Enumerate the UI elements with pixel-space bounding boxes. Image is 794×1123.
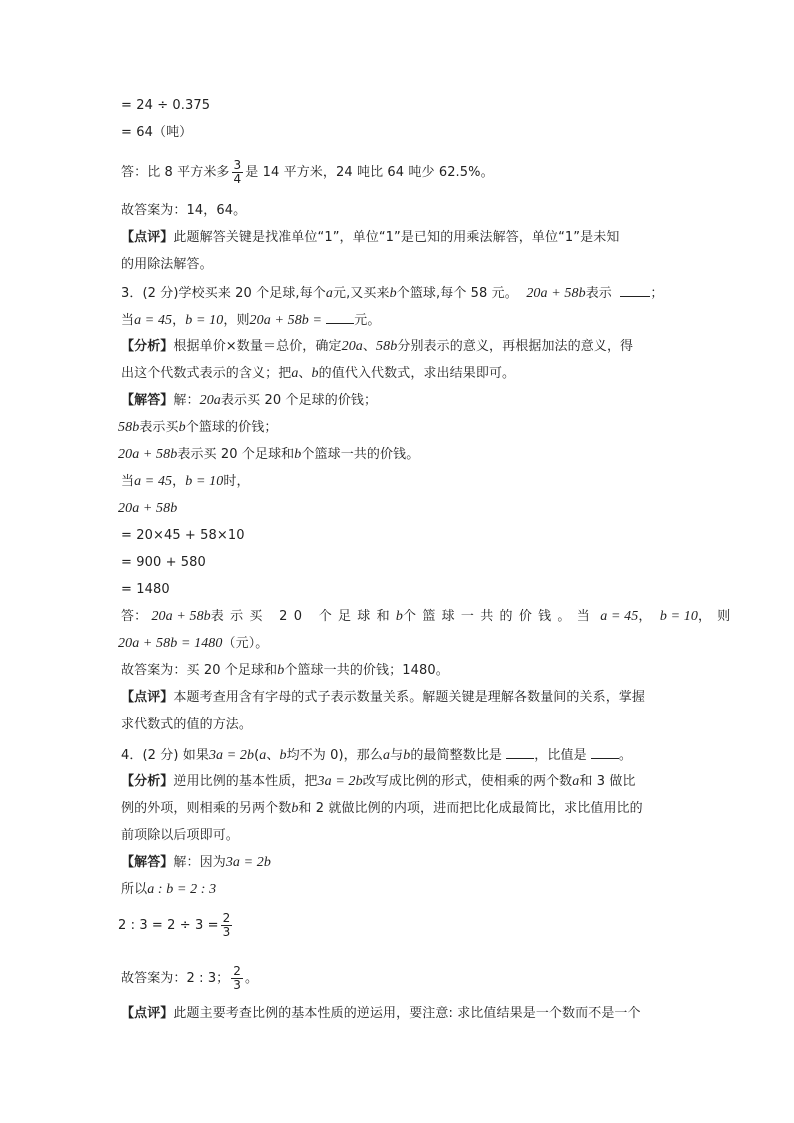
math-expr: b = 10	[659, 609, 698, 624]
text: ，比值是	[534, 748, 587, 763]
review-line	[121, 229, 619, 247]
text: ，	[172, 474, 186, 489]
math-var: b	[395, 609, 404, 624]
text: ；	[650, 286, 664, 301]
math-var: b	[311, 366, 319, 381]
text: 、	[298, 366, 312, 381]
answer-blank[interactable]	[591, 746, 619, 759]
review-line: 的用除法解答。	[121, 257, 213, 272]
math-var: a	[291, 366, 299, 381]
analysis-line	[121, 800, 643, 818]
math-expr: a : b = 2 : 3	[147, 882, 217, 897]
math-expr: b = 10	[185, 313, 224, 328]
text: 改写成比例的形式，使相乘的两个数	[362, 774, 573, 789]
math-expr: 58b	[118, 420, 140, 435]
text: 的值代入代数式，求出结果即可。	[318, 366, 516, 381]
text: 逆用比例的基本性质，把	[173, 774, 318, 789]
calc-line: = 1480	[121, 582, 170, 597]
review-text: 此题解答关键是找准单位“1”，单位“1”是已知的用乘法解答，单位“1”是未知	[173, 230, 620, 245]
review-text: 本题考查用含有字母的式子表示数量关系。解题关键是理解各数量间的关系，掌握	[173, 690, 646, 705]
review-line	[121, 1005, 641, 1023]
text: 故答案为：买 20 个足球和	[121, 663, 278, 678]
text: 个篮球一共的价钱。	[301, 447, 420, 462]
math-expr: a = 45	[134, 474, 173, 489]
solution-line	[118, 912, 234, 939]
math-expr: a = 45	[600, 609, 639, 624]
math-var: b	[277, 663, 285, 678]
solution-tag: 【解答】	[121, 855, 174, 870]
question-3-line-1	[121, 284, 663, 303]
text: （元）。	[222, 636, 269, 651]
solution-line	[121, 392, 377, 410]
text: 、	[362, 339, 377, 354]
analysis-line	[121, 365, 515, 383]
text: 解：因为	[173, 855, 226, 870]
text: 与	[390, 748, 404, 763]
math-expr: 3a = 2b	[225, 855, 271, 870]
fraction	[221, 912, 233, 939]
text: ，	[638, 609, 652, 624]
math-expr: 20a + 58b = 1480	[118, 636, 223, 651]
review-tag: 【点评】	[121, 1006, 174, 1021]
calc-line: = 24 ÷ 0.375	[121, 98, 211, 113]
answer-line	[121, 159, 494, 186]
question-3-line-2	[121, 311, 380, 330]
text: 3．(2 分)学校买来 20 个足球,每个	[121, 286, 326, 301]
text: 分别表示的意义，再根据加法的意义，得	[397, 339, 634, 354]
text: 、	[266, 748, 280, 763]
solution-line	[121, 854, 271, 872]
math-var: b	[291, 801, 299, 816]
text: 表示买 20 个足球和	[210, 609, 396, 624]
math-expr: 3a = 2b	[208, 748, 255, 763]
text: 答：	[121, 609, 148, 624]
text: 元。	[354, 313, 381, 328]
question-4-line	[121, 746, 632, 765]
calc-line: = 20×45 + 58×10	[121, 528, 245, 543]
math-var: b	[178, 420, 186, 435]
math-var: a	[325, 286, 333, 301]
answer-text: 答：比 8 平方米多	[121, 165, 230, 180]
solution-line	[121, 473, 250, 491]
fraction	[231, 965, 243, 992]
text: 当	[121, 313, 135, 328]
text: 和 2 就做比例的内项，进而把比化成最简比，求比值用比的	[298, 801, 643, 816]
fraction	[232, 159, 244, 186]
text: 2 : 3 = 2 ÷ 3 =	[118, 918, 219, 933]
analysis-line	[121, 773, 636, 791]
text: 和 3 做比	[579, 774, 636, 789]
review-tag: 【点评】	[121, 230, 174, 245]
text: 当	[121, 474, 135, 489]
math-expr: b = 10	[185, 474, 224, 489]
solution-line	[118, 446, 419, 464]
review-text: 此题主要考查比例的基本性质的逆运用，要注意: 求比值结果是一个数而不是一个	[173, 1006, 641, 1021]
analysis-tag: 【分析】	[121, 339, 174, 354]
math-expr: 20a + 58b	[151, 609, 211, 624]
text: 4．(2 分) 如果	[121, 748, 209, 763]
math-expr: 3a = 2b	[317, 774, 363, 789]
math-expr: 20a	[341, 339, 363, 354]
math-expr: 58b	[376, 339, 398, 354]
calc-line: = 900 + 580	[121, 555, 206, 570]
math-var: a	[572, 774, 580, 789]
text: 的最简整数比是	[410, 748, 503, 763]
analysis-tag: 【分析】	[121, 774, 174, 789]
math-expr: 20a	[199, 393, 221, 408]
fraction-denominator: 3	[233, 978, 242, 992]
text: (	[254, 748, 260, 763]
solution-line	[121, 881, 216, 899]
final-answer: 故答案为：14，64。	[121, 203, 247, 218]
review-tag: 【点评】	[121, 690, 174, 705]
calc-line: = 64（吨）	[121, 125, 193, 140]
text: 个篮球的价钱；	[185, 420, 278, 435]
fraction-denominator: 4	[233, 172, 242, 186]
answer-text: 是 14 平方米，24 吨比 64 吨少 62.5%。	[245, 165, 494, 180]
final-answer	[121, 662, 449, 680]
text: 时，	[223, 474, 250, 489]
math-var: b	[403, 748, 411, 763]
math-var: b	[389, 286, 397, 301]
review-line: 求代数式的值的方法。	[121, 717, 253, 732]
calc-line: 20a + 58b	[118, 501, 178, 516]
text: 表示买 20 个足球和	[177, 447, 295, 462]
answer-line	[118, 635, 268, 653]
text: 元,又买来	[332, 286, 390, 301]
text: 个篮球,每个 58 元。	[396, 286, 518, 301]
text: ，则	[697, 609, 737, 624]
fraction-denominator: 3	[222, 925, 231, 939]
math-var: b	[279, 748, 287, 763]
solution-line	[118, 419, 277, 437]
text: 表示买	[139, 420, 179, 435]
text: 均不为 0)，那么	[286, 748, 383, 763]
answer-line	[121, 608, 737, 626]
text: 根据单价×数量＝总价，确定	[173, 339, 342, 354]
text: ，则	[223, 313, 250, 328]
math-var: a	[259, 748, 267, 763]
fraction-numerator: 2	[233, 964, 242, 978]
math-var: a	[383, 748, 391, 763]
math-expr: 20a + 58b =	[249, 313, 323, 328]
answer-blank[interactable]	[326, 311, 354, 324]
text: 。	[618, 748, 633, 763]
text: 表示	[585, 286, 612, 301]
final-answer	[121, 965, 258, 992]
fraction-numerator: 3	[233, 158, 242, 172]
solution-tag: 【解答】	[121, 393, 174, 408]
text: 解：	[173, 393, 200, 408]
analysis-line	[121, 338, 633, 356]
analysis-line: 前项除以后项即可。	[121, 828, 239, 843]
text: ，	[172, 313, 186, 328]
math-expr: 20a + 58b	[118, 447, 178, 462]
text: 例的外项，则相乘的另两个数	[121, 801, 292, 816]
text: 个篮球一共的价钱。当	[403, 609, 597, 624]
text: 。	[245, 971, 259, 986]
answer-blank[interactable]	[506, 746, 534, 759]
text: 个篮球一共的价钱；1480。	[284, 663, 449, 678]
text: 所以	[121, 882, 148, 897]
math-expr: a = 45	[134, 313, 173, 328]
text: 表示买 20 个足球的价钱；	[220, 393, 378, 408]
text: 故答案为：2 : 3；	[121, 971, 230, 986]
math-var: b	[294, 447, 302, 462]
fraction-numerator: 2	[222, 911, 231, 925]
math-expr: 20a + 58b	[526, 286, 586, 301]
review-line	[121, 689, 645, 707]
answer-blank[interactable]	[620, 284, 650, 297]
text: 出这个代数式表示的含义；把	[121, 366, 292, 381]
